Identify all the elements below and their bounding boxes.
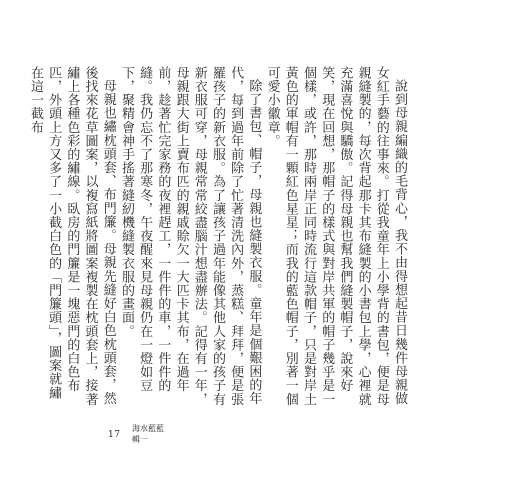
paragraph: 說到母親編織的毛背心，我不由得想起昔日幾件母親做女紅手藝的往事來。打從我童年上小學背的書包，便是母親縫製的，每次背起那卡其布縫製的小書包上學，心裡就充滿喜悅與驕傲。記得母親也幫我們縫製帽子，說來好笑，現在回想，那帽子的樣式與對岸共軍的帽子幾乎是一個樣，或許，那時兩岸正同時流行這款帽子，只是對岸土黃色的軍帽有一顆紅色星星；而我的藍色帽子，別著一個可愛小徽章。 [264, 66, 407, 406]
vertical-text-block [26, 66, 408, 406]
page-number: 17 [108, 430, 121, 440]
running-header [132, 423, 164, 445]
paragraph: 除了書包、帽子，母親也縫製衣服。童年是個艱困的年代，每到過年前除了忙著清洗內外，蒸糕、拜拜，便是張羅孩子的新衣服。為了讓孩子過年能像其他人家的孩子有新衣服可穿，母親常常絞盡腦汁想盡辦法。記得有一年，母親跟大街上賣布匹的親戚賒欠一大匹卡其布，在過年前，趁著忙完家務的夜裡趕工，一件件的車，一件件的縫。我仍忘不了那寒冬，午夜醒來見母親仍在一燈如豆下，聚精會神手搖著縫紉機縫製衣服的畫面。 [118, 66, 262, 406]
book-title: 海水藍藍 [132, 424, 164, 433]
section-label: 輯一 [132, 435, 148, 444]
paragraph: 母親也繡枕頭套、布門簾。母親先縫好白色枕頭套，然後找來花草圖案，以複寫紙將圖案複製在枕頭套上，接著繡上各種色彩的繡線。臥房的門簾是一塊惡門的白色布匹，外頭上方又多了一小截白色的「門簾頭」，圖案就繡在這一截布 [27, 66, 116, 406]
